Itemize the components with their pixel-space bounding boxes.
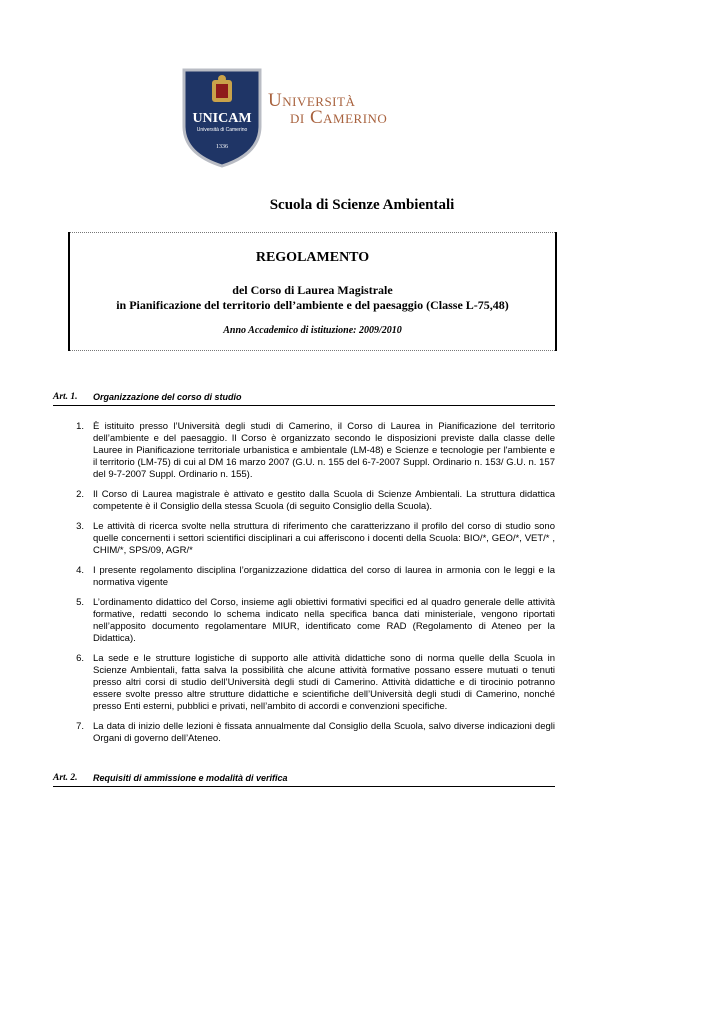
article-number: Art. 1. — [53, 392, 78, 402]
course-type: del Corso di Laurea Magistrale — [232, 283, 393, 297]
article-title: Requisiti di ammissione e modalità di verifica — [93, 773, 288, 783]
shield-year: 1336 — [216, 144, 228, 150]
shield-subtitle: Università di Camerino — [196, 127, 248, 133]
list-item: 5. L’ordinamento didattico del Corso, insieme agli obiettivi formativi specifici ed al quadro generale delle attività formative, redatti secondo lo schema indicato nella specifica banca dati ministeriale, vengono riportati nell’apposito documento regolamentare MIUR, identificato come RAD (Regolamento di Ateneo per la Didattica). — [76, 597, 555, 644]
list-item: 2. Il Corso di Laurea magistrale è attivato e gestito dalla Scuola di Scienze Ambientali. La struttura didattica competente è il Consiglio della stessa Scuola (di seguito Consiglio della Scuola). — [76, 489, 555, 512]
article-1-heading — [53, 392, 555, 406]
academic-year: Anno Accademico di istituzione: 2009/2010 — [223, 325, 402, 336]
list-item: 6. La sede e le strutture logistiche di supporto alle attività didattiche sono di norma quelle della Scuola in Scienze Ambientali, fatta salva la possibilità che alcune attività formative possano essere mutuati o tenuti presso altri corsi di studio dell’Università degli studi di Camerino. Attività didattiche e di tirocinio potranno essere svolte presso altre strutture didattiche e scientifiche dell’Università degli studi di Camerino, nonché presso Enti esterni, pubblici e privati, nell’ambito di accordi e convenzioni specifiche. — [76, 653, 555, 712]
document-title: REGOLAMENTO — [255, 250, 370, 265]
list-item: 3. Le attività di ricerca svolte nella struttura di riferimento che caratterizzano il profilo del corso di studio sono quelle concernenti i settori scientifici disciplinari a cui afferiscono i docenti della Scuola: BIO/*, GEO/*, VET/* , CHIM/*, SPS/09, AGR/* — [76, 521, 555, 556]
university-wordmark — [268, 92, 424, 126]
shield-name: UNICAM — [192, 111, 252, 126]
title-box — [68, 232, 557, 351]
list-item: 4. I presente regolamento disciplina l’organizzazione didattica del corso di laurea in armonia con le leggi e la normativa vigente — [76, 565, 555, 588]
article-1-items — [68, 421, 555, 753]
school-name: Scuola di Scienze Ambientali — [269, 197, 455, 213]
unicam-shield-icon — [182, 68, 262, 168]
course-name: in Pianificazione del territorio dell’ambiente e del paesaggio (Classe L-75,48) — [116, 298, 509, 312]
article-title: Organizzazione del corso di studio — [93, 392, 242, 402]
list-item: 7. La data di inizio delle lezioni è fissata annualmente dal Consiglio della Scuola, salvo diverse indicazioni degli Organi di governo dell’Ateneo. — [76, 721, 555, 744]
university-logo — [182, 68, 422, 168]
list-item: 1. È istituito presso l’Università degli studi di Camerino, il Corso di Laurea in Pianificazione del territorio dell’ambiente e del paesaggio. Il Corso è organizzato secondo le disposizioni previste dalla classe delle Lauree in Pianificazione territoriale urbanistica e ambientale (LM-48) e Scienze e tecnologie per l'ambiente e il territorio (LM-75) di cui al DM 16 marzo 2007 (G.U. n. 155 del 6-7-2007 Suppl. Ordinario n. 153/ G.U. n. 157 del 9-7-2007 Suppl. Ordinario n. 155). — [76, 421, 555, 480]
wordmark-line2: di Camerino — [290, 107, 388, 128]
wordmark-line1: Università — [268, 90, 356, 111]
article-2-heading — [53, 773, 555, 787]
article-number: Art. 2. — [53, 773, 78, 783]
